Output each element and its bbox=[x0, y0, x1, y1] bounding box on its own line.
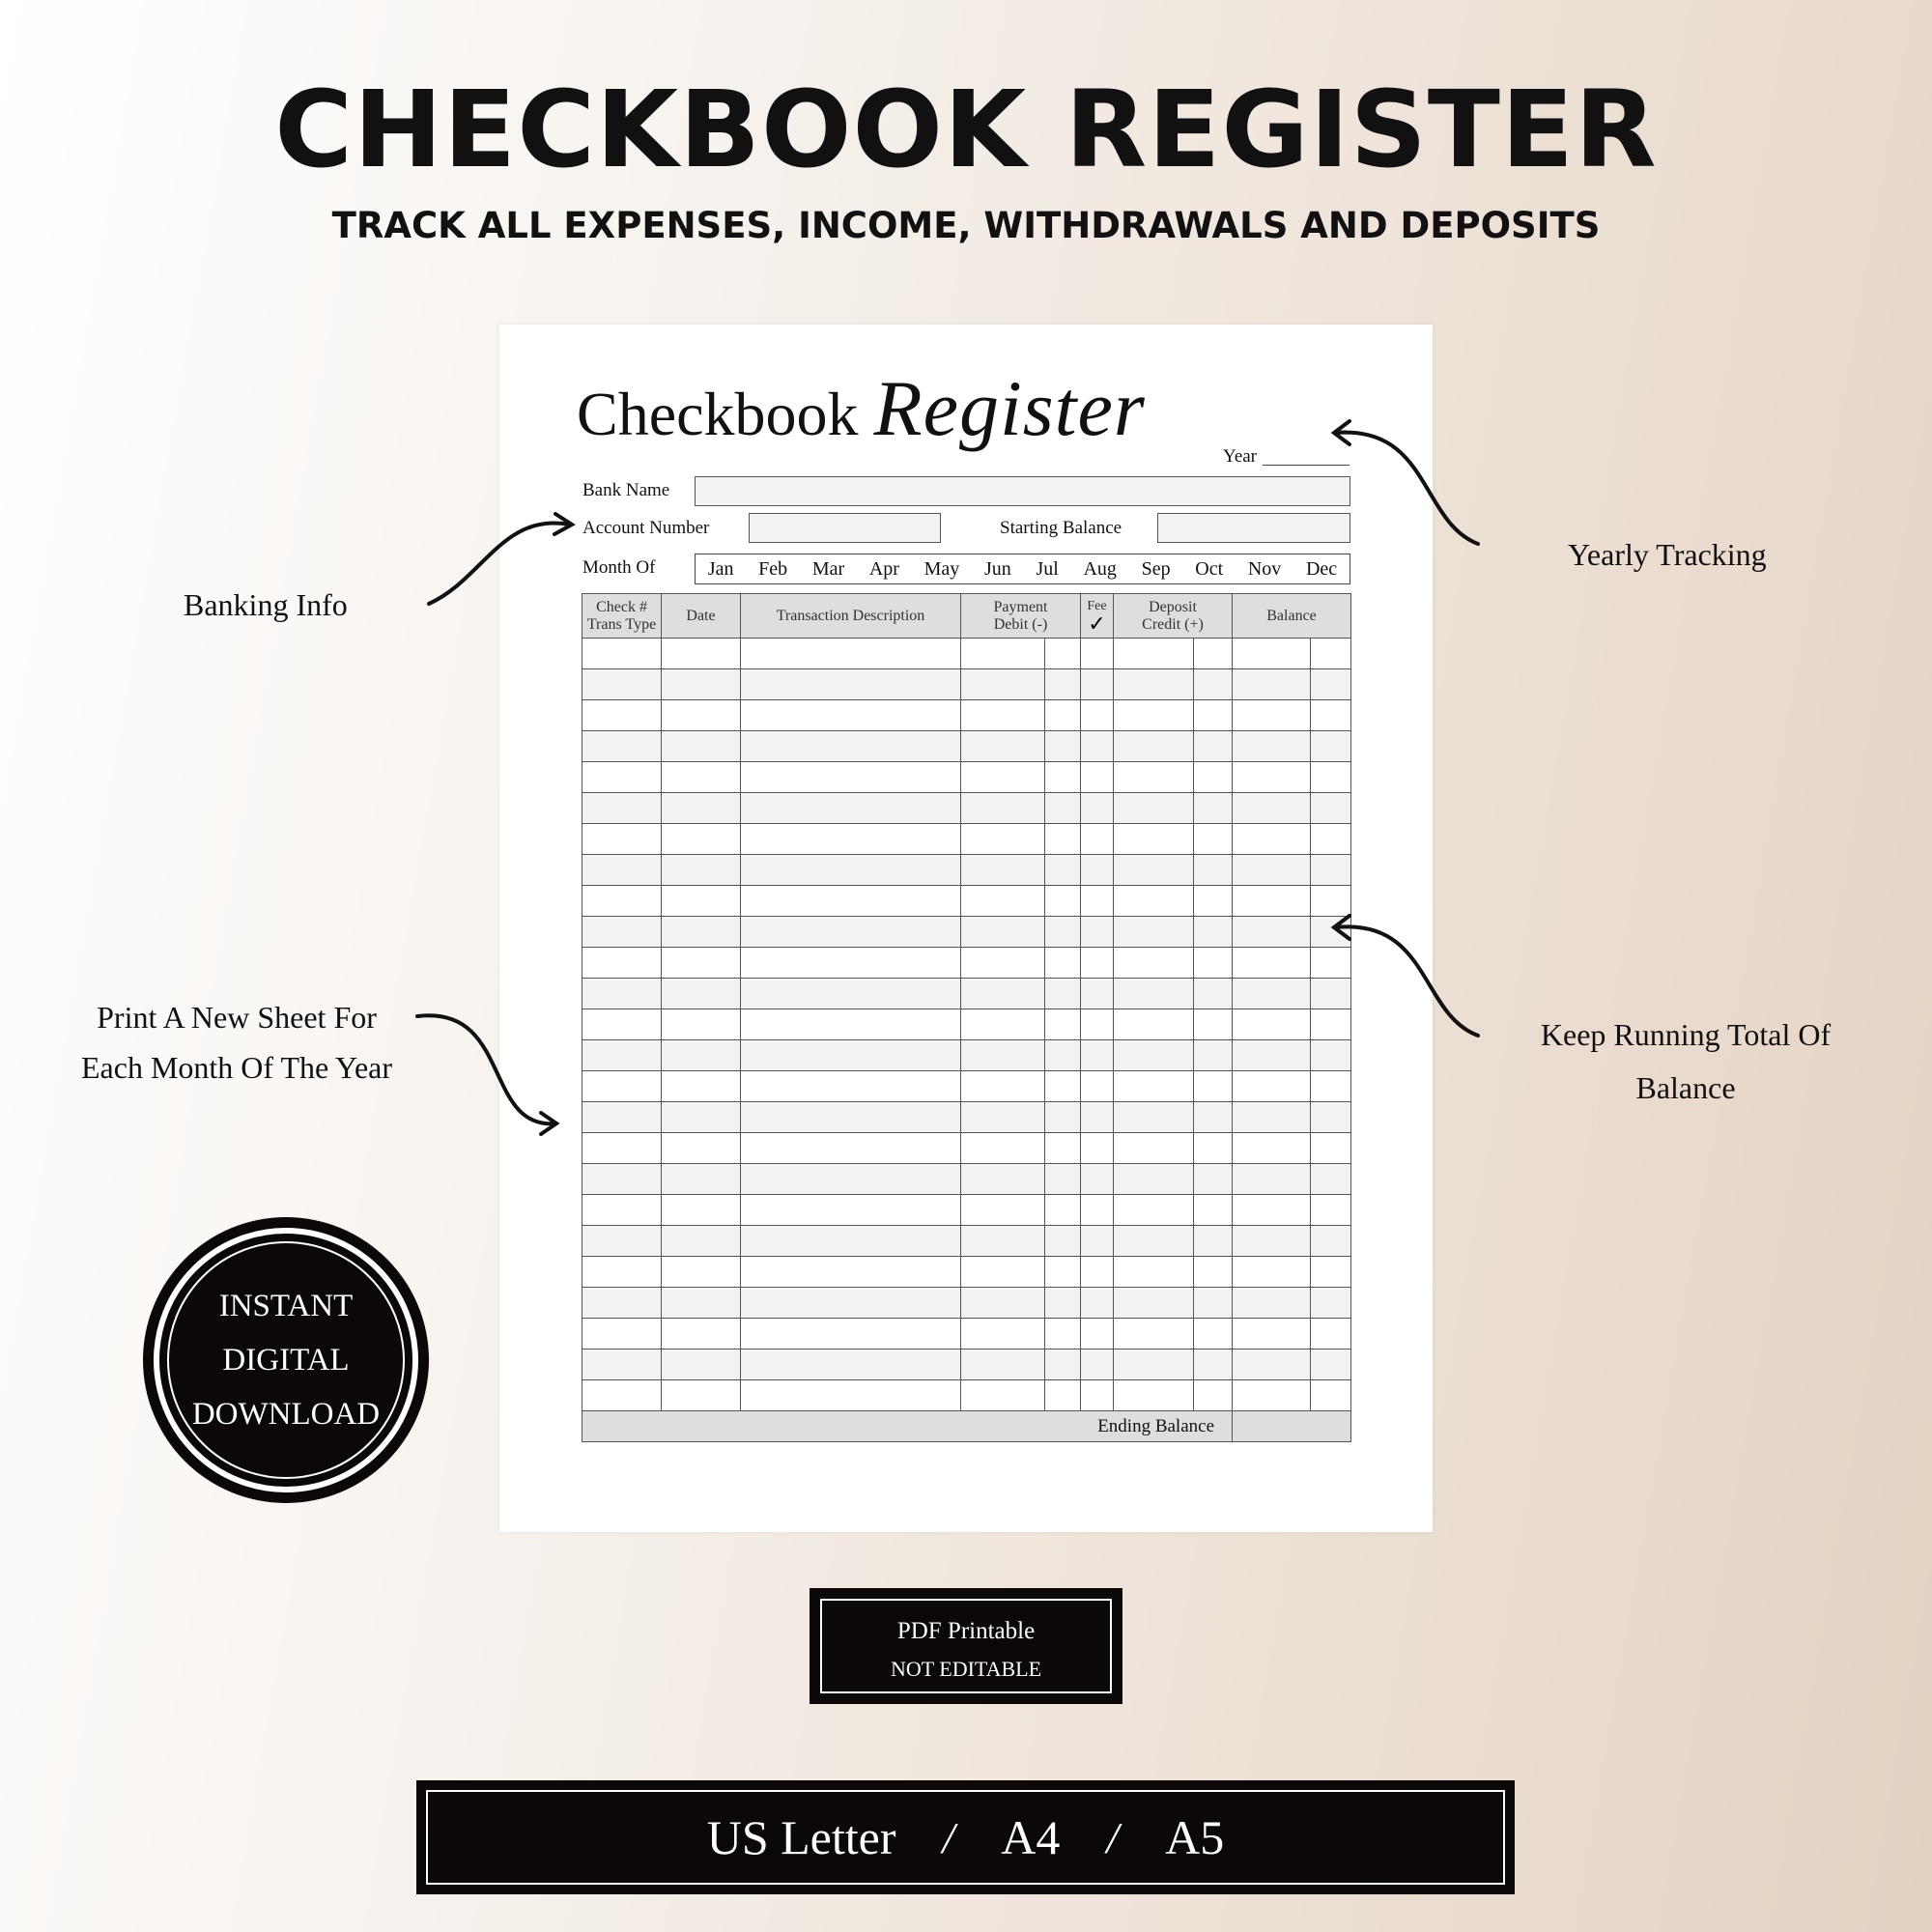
month-feb: Feb bbox=[758, 557, 788, 580]
bank-name-label: Bank Name bbox=[582, 480, 670, 500]
size-separator-2: / bbox=[1106, 1812, 1120, 1862]
page-sizes-banner bbox=[416, 1780, 1515, 1894]
sheet-title-script: Register bbox=[873, 364, 1146, 452]
month-nov: Nov bbox=[1247, 557, 1282, 580]
yearly-tracking-arrow-icon bbox=[1335, 433, 1478, 544]
badge-line3: DOWNLOAD bbox=[191, 1397, 381, 1432]
month-jun: Jun bbox=[983, 557, 1011, 580]
month-dec: Dec bbox=[1305, 557, 1338, 580]
col-fee: Fee ✓ bbox=[1081, 594, 1114, 639]
size-a4: A4 bbox=[1001, 1810, 1061, 1864]
sheet-title-plain: Checkbook bbox=[577, 380, 859, 448]
instant-download-badge bbox=[141, 1215, 431, 1505]
size-a5: A5 bbox=[1165, 1810, 1225, 1864]
format-line2: NOT EDITABLE bbox=[890, 1657, 1042, 1681]
running-total-arrow-icon bbox=[1335, 926, 1478, 1036]
ending-balance-label: Ending Balance bbox=[582, 1411, 1233, 1442]
running-total-note-line1: Keep Running Total Of bbox=[1540, 1017, 1832, 1052]
yearly-tracking-note: Yearly Tracking bbox=[1568, 537, 1767, 572]
size-us-letter: US Letter bbox=[706, 1810, 896, 1864]
month-oct: Oct bbox=[1195, 557, 1224, 580]
badge-line2: DIGITAL bbox=[222, 1343, 350, 1378]
badge-text bbox=[141, 1279, 431, 1441]
subtitle: TRACK ALL EXPENSES, INCOME, WITHDRAWALS AND DEPOSITS bbox=[331, 205, 1601, 246]
account-number-label: Account Number bbox=[582, 518, 710, 538]
month-may: May bbox=[923, 557, 960, 580]
col-balance: Balance bbox=[1233, 594, 1351, 639]
starting-balance-label: Starting Balance bbox=[1000, 518, 1122, 538]
badge-line1: INSTANT bbox=[218, 1289, 354, 1323]
banking-info-arrow-icon bbox=[429, 523, 570, 604]
banking-info-note: Banking Info bbox=[184, 587, 348, 622]
col-deposit: Deposit Credit (+) bbox=[1114, 594, 1233, 639]
month-apr: Apr bbox=[868, 557, 899, 580]
col-date: Date bbox=[662, 594, 741, 639]
running-total-note-line2: Balance bbox=[1635, 1070, 1736, 1105]
print-sheet-note-line1: Print A New Sheet For bbox=[97, 1000, 377, 1035]
format-line1: PDF Printable bbox=[896, 1618, 1036, 1644]
page-sizes-text bbox=[416, 1780, 1515, 1894]
month-mar: Mar bbox=[811, 557, 845, 580]
format-info-box bbox=[810, 1588, 1122, 1704]
main-title: CHECKBOOK REGISTER bbox=[274, 68, 1658, 191]
month-of-label: Month Of bbox=[582, 557, 656, 578]
format-info-text bbox=[812, 1612, 1120, 1688]
print-sheet-note-line2: Each Month Of The Year bbox=[80, 1050, 392, 1085]
col-check: Check # Trans Type bbox=[582, 594, 662, 639]
month-sep: Sep bbox=[1141, 557, 1171, 580]
size-separator-1: / bbox=[942, 1812, 955, 1862]
checkmark-icon: ✓ bbox=[1088, 611, 1106, 636]
col-description: Transaction Description bbox=[741, 594, 961, 639]
year-label: Year bbox=[1223, 446, 1258, 467]
col-payment: Payment Debit (-) bbox=[961, 594, 1081, 639]
month-jul: Jul bbox=[1036, 557, 1059, 580]
month-aug: Aug bbox=[1083, 557, 1117, 580]
print-sheet-arrow-icon bbox=[417, 1015, 556, 1123]
month-jan: Jan bbox=[707, 557, 734, 580]
